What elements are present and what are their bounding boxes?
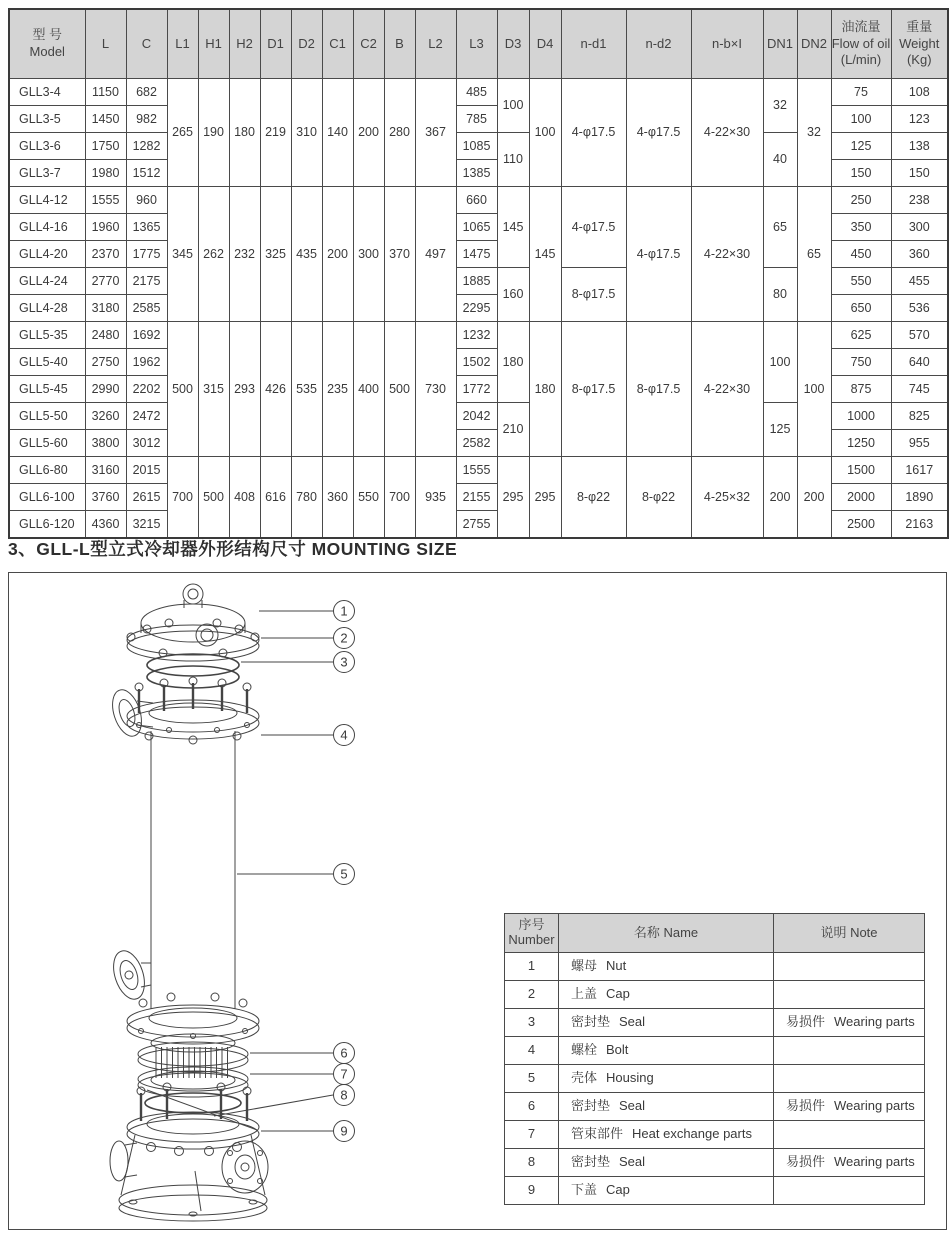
data-cell: 535 xyxy=(291,322,322,457)
data-cell: 450 xyxy=(831,241,891,268)
data-cell: 360 xyxy=(891,241,948,268)
column-header: L1 xyxy=(167,9,198,79)
data-cell: 232 xyxy=(229,187,260,322)
data-cell: 80 xyxy=(763,268,797,322)
part-name: 下盖 Cap xyxy=(559,1177,774,1205)
data-cell: 238 xyxy=(891,187,948,214)
data-cell: 785 xyxy=(456,106,497,133)
part-name: 管束部件 Heat exchange parts xyxy=(559,1121,774,1149)
data-cell: 1475 xyxy=(456,241,497,268)
part-number: 9 xyxy=(505,1177,559,1205)
data-cell: 3215 xyxy=(126,511,167,539)
section-heading: 3、GLL-L型立式冷却器外形结构尺寸 MOUNTING SIZE xyxy=(8,539,458,559)
data-cell: 2990 xyxy=(85,376,126,403)
data-cell: 1502 xyxy=(456,349,497,376)
callout-number: 2 xyxy=(340,630,348,646)
leader-lines xyxy=(147,611,333,1131)
data-cell: 500 xyxy=(198,457,229,539)
data-cell: 8-φ22 xyxy=(561,457,626,539)
table-row xyxy=(9,187,948,214)
data-cell: 4-25×32 xyxy=(691,457,763,539)
data-cell: 32 xyxy=(797,79,831,187)
data-cell: 1450 xyxy=(85,106,126,133)
data-cell: 345 xyxy=(167,187,198,322)
model-cell: GLL3-4 xyxy=(9,79,85,106)
data-cell: 180 xyxy=(497,322,529,403)
data-cell: 3012 xyxy=(126,430,167,457)
data-cell: 1282 xyxy=(126,133,167,160)
callout-number: 4 xyxy=(340,727,348,743)
data-cell: 4-22×30 xyxy=(691,79,763,187)
data-cell: 1890 xyxy=(891,484,948,511)
data-cell: 1555 xyxy=(456,457,497,484)
housing-part xyxy=(108,731,259,1044)
data-cell: 110 xyxy=(497,133,529,187)
parts-row xyxy=(505,1037,925,1065)
model-cell: GLL6-80 xyxy=(9,457,85,484)
data-cell: 435 xyxy=(291,187,322,322)
data-cell: 4-φ17.5 xyxy=(626,79,691,187)
data-cell: 300 xyxy=(353,187,384,322)
data-cell: 780 xyxy=(291,457,322,539)
part-note xyxy=(774,1065,925,1093)
data-cell: 40 xyxy=(763,133,797,187)
model-cell: GLL4-16 xyxy=(9,214,85,241)
upper-side-flange xyxy=(107,686,147,740)
data-cell: 485 xyxy=(456,79,497,106)
callout-number: 3 xyxy=(340,654,348,670)
table-row xyxy=(9,79,948,106)
data-cell: 700 xyxy=(384,457,415,539)
part-note xyxy=(774,1121,925,1149)
model-cell: GLL5-60 xyxy=(9,430,85,457)
lower-side-flange xyxy=(108,947,150,1003)
callout-number: 9 xyxy=(340,1123,348,1139)
data-cell: 1065 xyxy=(456,214,497,241)
parts-row xyxy=(505,953,925,981)
data-cell: 960 xyxy=(126,187,167,214)
data-cell: 550 xyxy=(831,268,891,295)
data-cell: 1512 xyxy=(126,160,167,187)
data-cell: 325 xyxy=(260,187,291,322)
model-cell: GLL5-45 xyxy=(9,376,85,403)
data-cell: 125 xyxy=(831,133,891,160)
model-cell: GLL6-100 xyxy=(9,484,85,511)
data-cell: 8-φ17.5 xyxy=(561,322,626,457)
data-cell: 4-φ17.5 xyxy=(626,187,691,322)
data-cell: 300 xyxy=(891,214,948,241)
data-cell: 200 xyxy=(353,79,384,187)
data-cell: 730 xyxy=(415,322,456,457)
part-name: 密封垫 Seal xyxy=(559,1093,774,1121)
data-cell: 875 xyxy=(831,376,891,403)
data-cell: 8-φ17.5 xyxy=(626,322,691,457)
data-cell: 1617 xyxy=(891,457,948,484)
data-cell: 1385 xyxy=(456,160,497,187)
data-cell: 745 xyxy=(891,376,948,403)
data-cell: 145 xyxy=(529,187,561,322)
data-cell: 1000 xyxy=(831,403,891,430)
data-cell: 100 xyxy=(529,79,561,187)
part-number: 3 xyxy=(505,1009,559,1037)
parts-row xyxy=(505,1149,925,1177)
data-cell: 280 xyxy=(384,79,415,187)
model-cell: GLL4-28 xyxy=(9,295,85,322)
model-cell: GLL3-5 xyxy=(9,106,85,133)
data-cell: 500 xyxy=(384,322,415,457)
data-cell: 370 xyxy=(384,187,415,322)
parts-row xyxy=(505,1121,925,1149)
data-cell: 200 xyxy=(797,457,831,539)
data-cell: 2295 xyxy=(456,295,497,322)
parts-row xyxy=(505,1093,925,1121)
data-cell: 1775 xyxy=(126,241,167,268)
part-note xyxy=(774,1037,925,1065)
model-cell: GLL4-24 xyxy=(9,268,85,295)
data-cell: 3180 xyxy=(85,295,126,322)
data-cell: 2472 xyxy=(126,403,167,430)
model-cell: GLL3-7 xyxy=(9,160,85,187)
part-note xyxy=(774,1177,925,1205)
data-cell: 235 xyxy=(322,322,353,457)
mounting-size-panel xyxy=(8,572,947,1230)
data-cell: 1772 xyxy=(456,376,497,403)
data-cell: 180 xyxy=(529,322,561,457)
data-cell: 295 xyxy=(497,457,529,539)
data-cell: 1980 xyxy=(85,160,126,187)
parts-row xyxy=(505,1009,925,1037)
data-cell: 265 xyxy=(167,79,198,187)
data-cell: 1232 xyxy=(456,322,497,349)
data-cell: 140 xyxy=(322,79,353,187)
data-cell: 8-φ22 xyxy=(626,457,691,539)
data-cell: 935 xyxy=(415,457,456,539)
data-cell: 315 xyxy=(198,322,229,457)
data-cell: 293 xyxy=(229,322,260,457)
column-header: 重量 Weight (Kg) xyxy=(891,9,948,79)
callout-number: 1 xyxy=(340,603,348,619)
callout-number: 7 xyxy=(340,1066,348,1082)
data-cell: 100 xyxy=(831,106,891,133)
part-note: 易损件 Wearing parts xyxy=(774,1093,925,1121)
data-cell: 455 xyxy=(891,268,948,295)
data-cell: 682 xyxy=(126,79,167,106)
column-header: n-d1 xyxy=(561,9,626,79)
data-cell: 3160 xyxy=(85,457,126,484)
model-cell: GLL5-50 xyxy=(9,403,85,430)
model-cell: GLL4-12 xyxy=(9,187,85,214)
table-row xyxy=(9,457,948,484)
data-cell: 160 xyxy=(497,268,529,322)
data-cell: 4-φ17.5 xyxy=(561,79,626,187)
column-header: DN1 xyxy=(763,9,797,79)
part-number: 2 xyxy=(505,981,559,1009)
data-cell: 4360 xyxy=(85,511,126,539)
data-cell: 536 xyxy=(891,295,948,322)
data-cell: 2770 xyxy=(85,268,126,295)
column-header: C xyxy=(126,9,167,79)
column-header: D4 xyxy=(529,9,561,79)
data-cell: 100 xyxy=(497,79,529,133)
column-header: D2 xyxy=(291,9,322,79)
parts-column-header: 名称 Name xyxy=(559,914,774,953)
column-header: 油流量 Flow of oil (L/min) xyxy=(831,9,891,79)
data-cell: 4-22×30 xyxy=(691,187,763,322)
data-cell: 640 xyxy=(891,349,948,376)
data-cell: 250 xyxy=(831,187,891,214)
data-cell: 825 xyxy=(891,403,948,430)
top-cap-part xyxy=(127,584,259,661)
column-header: L xyxy=(85,9,126,79)
data-cell: 2500 xyxy=(831,511,891,539)
callout-numbers xyxy=(334,601,355,1142)
column-header: L2 xyxy=(415,9,456,79)
parts-column-header: 序号 Number xyxy=(505,914,559,953)
part-number: 5 xyxy=(505,1065,559,1093)
parts-row xyxy=(505,981,925,1009)
data-cell: 2370 xyxy=(85,241,126,268)
data-cell: 497 xyxy=(415,187,456,322)
bottom-right-flange xyxy=(222,1141,268,1193)
column-header: L3 xyxy=(456,9,497,79)
data-cell: 2582 xyxy=(456,430,497,457)
part-note: 易损件 Wearing parts xyxy=(774,1149,925,1177)
data-cell: 123 xyxy=(891,106,948,133)
data-cell: 1962 xyxy=(126,349,167,376)
column-header: DN2 xyxy=(797,9,831,79)
data-cell: 350 xyxy=(831,214,891,241)
data-cell: 982 xyxy=(126,106,167,133)
data-cell: 3800 xyxy=(85,430,126,457)
model-cell: GLL3-6 xyxy=(9,133,85,160)
column-header: H1 xyxy=(198,9,229,79)
data-cell: 500 xyxy=(167,322,198,457)
data-cell: 426 xyxy=(260,322,291,457)
data-cell: 2480 xyxy=(85,322,126,349)
model-cell: GLL6-120 xyxy=(9,511,85,539)
callout-number: 5 xyxy=(340,866,348,882)
data-cell: 1555 xyxy=(85,187,126,214)
column-header: H2 xyxy=(229,9,260,79)
data-cell: 295 xyxy=(529,457,561,539)
bottom-left-flange xyxy=(110,1141,137,1181)
column-header: D3 xyxy=(497,9,529,79)
callout-number: 6 xyxy=(340,1045,348,1061)
data-cell: 150 xyxy=(891,160,948,187)
data-cell: 3760 xyxy=(85,484,126,511)
part-number: 1 xyxy=(505,953,559,981)
tube-bundle-part xyxy=(138,1034,248,1097)
data-cell: 3260 xyxy=(85,403,126,430)
column-header: C1 xyxy=(322,9,353,79)
spec-table xyxy=(8,8,949,539)
data-cell: 750 xyxy=(831,349,891,376)
data-cell: 1250 xyxy=(831,430,891,457)
data-cell: 100 xyxy=(763,322,797,403)
parts-row xyxy=(505,1177,925,1205)
part-name: 螺栓 Bolt xyxy=(559,1037,774,1065)
data-cell: 75 xyxy=(831,79,891,106)
bottom-cap-part xyxy=(110,1083,268,1221)
part-note: 易损件 Wearing parts xyxy=(774,1009,925,1037)
part-number: 8 xyxy=(505,1149,559,1177)
data-cell: 138 xyxy=(891,133,948,160)
data-cell: 2202 xyxy=(126,376,167,403)
part-note xyxy=(774,981,925,1009)
data-cell: 2615 xyxy=(126,484,167,511)
data-cell: 650 xyxy=(831,295,891,322)
data-cell: 200 xyxy=(763,457,797,539)
data-cell: 955 xyxy=(891,430,948,457)
data-cell: 65 xyxy=(763,187,797,268)
part-name: 密封垫 Seal xyxy=(559,1009,774,1037)
data-cell: 550 xyxy=(353,457,384,539)
part-name: 壳体 Housing xyxy=(559,1065,774,1093)
data-cell: 1085 xyxy=(456,133,497,160)
data-cell: 1500 xyxy=(831,457,891,484)
data-cell: 2163 xyxy=(891,511,948,539)
data-cell: 2175 xyxy=(126,268,167,295)
model-cell: GLL5-35 xyxy=(9,322,85,349)
data-cell: 1150 xyxy=(85,79,126,106)
data-cell: 570 xyxy=(891,322,948,349)
model-cell: GLL5-40 xyxy=(9,349,85,376)
data-cell: 2155 xyxy=(456,484,497,511)
parts-row xyxy=(505,1065,925,1093)
part-name: 密封垫 Seal xyxy=(559,1149,774,1177)
data-cell: 1885 xyxy=(456,268,497,295)
data-cell: 2585 xyxy=(126,295,167,322)
part-number: 4 xyxy=(505,1037,559,1065)
column-header: n-b×I xyxy=(691,9,763,79)
data-cell: 190 xyxy=(198,79,229,187)
data-cell: 2015 xyxy=(126,457,167,484)
parts-column-header: 说明 Note xyxy=(774,914,925,953)
data-cell: 1692 xyxy=(126,322,167,349)
data-cell: 2750 xyxy=(85,349,126,376)
data-cell: 400 xyxy=(353,322,384,457)
data-cell: 145 xyxy=(497,187,529,268)
data-cell: 150 xyxy=(831,160,891,187)
data-cell: 360 xyxy=(322,457,353,539)
column-header: n-d2 xyxy=(626,9,691,79)
data-cell: 4-22×30 xyxy=(691,322,763,457)
data-cell: 2755 xyxy=(456,511,497,539)
data-cell: 219 xyxy=(260,79,291,187)
parts-table xyxy=(504,913,925,1205)
data-cell: 8-φ17.5 xyxy=(561,268,626,322)
data-cell: 408 xyxy=(229,457,260,539)
lower-seal-part xyxy=(145,1093,241,1113)
data-cell: 1750 xyxy=(85,133,126,160)
data-cell: 262 xyxy=(198,187,229,322)
data-cell: 310 xyxy=(291,79,322,187)
part-note xyxy=(774,953,925,981)
data-cell: 1960 xyxy=(85,214,126,241)
model-cell: GLL4-20 xyxy=(9,241,85,268)
data-cell: 625 xyxy=(831,322,891,349)
data-cell: 200 xyxy=(322,187,353,322)
column-header: 型 号 Model xyxy=(9,9,85,79)
data-cell: 367 xyxy=(415,79,456,187)
data-cell: 125 xyxy=(763,403,797,457)
callout-number: 8 xyxy=(340,1087,348,1103)
data-cell: 100 xyxy=(797,322,831,457)
data-cell: 210 xyxy=(497,403,529,457)
data-cell: 4-φ17.5 xyxy=(561,187,626,268)
data-cell: 2000 xyxy=(831,484,891,511)
data-cell: 660 xyxy=(456,187,497,214)
part-name: 螺母 Nut xyxy=(559,953,774,981)
column-header: D1 xyxy=(260,9,291,79)
data-cell: 65 xyxy=(797,187,831,322)
exploded-view-drawing xyxy=(107,584,354,1221)
data-cell: 108 xyxy=(891,79,948,106)
data-cell: 2042 xyxy=(456,403,497,430)
data-cell: 32 xyxy=(763,79,797,133)
data-cell: 180 xyxy=(229,79,260,187)
table-row xyxy=(9,322,948,349)
column-header: C2 xyxy=(353,9,384,79)
data-cell: 1365 xyxy=(126,214,167,241)
column-header: B xyxy=(384,9,415,79)
data-cell: 616 xyxy=(260,457,291,539)
part-name: 上盖 Cap xyxy=(559,981,774,1009)
part-number: 7 xyxy=(505,1121,559,1149)
part-number: 6 xyxy=(505,1093,559,1121)
data-cell: 700 xyxy=(167,457,198,539)
